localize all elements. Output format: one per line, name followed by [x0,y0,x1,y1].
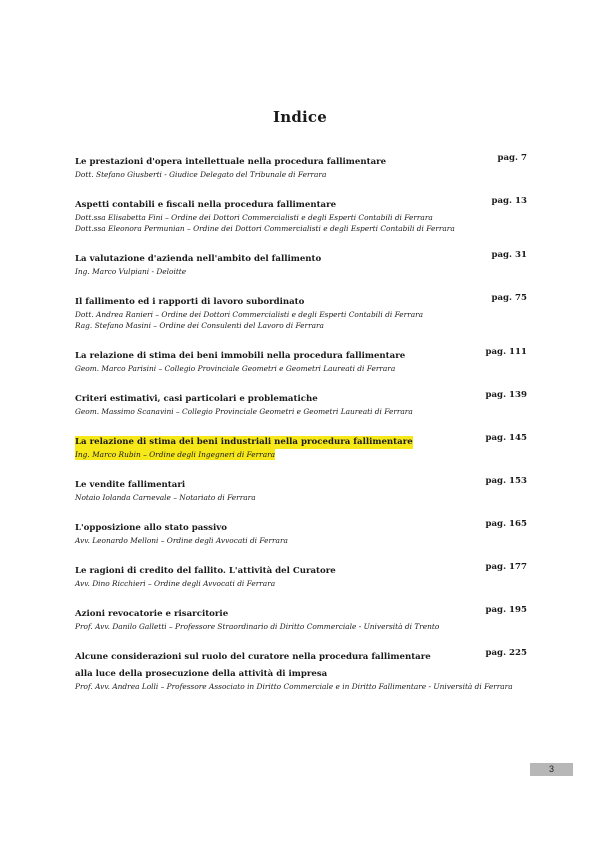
toc-entry [75,647,527,692]
toc-entry-author: Avv. Dino Ricchieri – Ordine degli Avvocati di Ferrara [75,579,276,588]
toc-entry-page: pag. 165 [485,519,527,529]
toc-entry [75,561,527,589]
toc-entry [75,604,527,632]
toc-entry [75,518,527,546]
toc-entry-author: Geom. Massimo Scanavini – Collegio Provinciale Geometri e Geometri Laureati di Ferrara [75,407,413,416]
toc-entry-title: Alcune considerazioni sul ruolo del curatore nella procedura fallimentare [75,652,431,662]
toc-entry-page: pag. 139 [485,390,527,400]
toc-entry-author: Prof. Avv. Danilo Galletti – Professore Straordinario di Diritto Commerciale - Università di Trento [75,622,440,631]
toc-entry [75,152,527,180]
toc-entry-page: pag. 111 [485,347,527,357]
toc-entry-page: pag. 225 [485,648,527,658]
toc-entry [75,475,527,503]
toc-entry-page: pag. 145 [485,433,527,443]
toc-entry-author: Dott. Stefano Giusberti - Giudice Delegato del Tribunale di Ferrara [75,170,327,179]
page-title: Indice [273,108,327,126]
toc-entry-author: Ing. Marco Rubin – Ordine degli Ingegneri di Ferrara [75,450,276,459]
toc-entry-page: pag. 195 [485,605,527,615]
page-number: 3 [530,763,573,776]
toc-entry-title: La relazione di stima dei beni industriali nella procedura fallimentare [75,437,413,447]
toc-entry-author: Prof. Avv. Andrea Lolli – Professore Associato in Diritto Commerciale e in Diritto Fallimentare - Università di Ferrara [75,682,513,691]
toc-entry [75,195,527,234]
toc-entry-author: Notaio Iolanda Carnevale – Notariato di Ferrara [75,493,256,502]
toc-entry-author: Ing. Marco Vulpiani - Deloitte [75,267,187,276]
toc-entry-title: La relazione di stima dei beni immobili nella procedura fallimentare [75,351,406,361]
toc-entry-author: Avv. Leonardo Melloni – Ordine degli Avvocati di Ferrara [75,536,288,545]
toc-entry-author: Dott.ssa Elisabetta Fini – Ordine dei Dottori Commercialisti e degli Esperti Contabili di Ferrara [75,213,433,222]
toc-entry-author: Rag. Stefano Masini – Ordine dei Consulenti del Lavoro di Ferrara [75,321,324,330]
toc-entry-title: Azioni revocatorie e risarcitorie [75,609,229,619]
toc-entry-page: pag. 31 [491,250,527,260]
toc-entry-title: L'opposizione allo stato passivo [75,523,227,533]
toc-entry-highlighted [75,432,527,460]
toc-entry-title: Aspetti contabili e fiscali nella procedura fallimentare [75,200,337,210]
toc-entry-title: Il fallimento ed i rapporti di lavoro subordinato [75,297,305,307]
toc-entry [75,389,527,417]
toc-entry [75,249,527,277]
toc-entry-page: pag. 177 [485,562,527,572]
toc-entry-author: Geom. Marco Parisini – Collegio Provinciale Geometri e Geometri Laureati di Ferrara [75,364,396,373]
toc-entry-page: pag. 7 [497,153,527,163]
toc-entry-page: pag. 153 [485,476,527,486]
toc-entry-title: Le ragioni di credito del fallito. L'attività del Curatore [75,566,336,576]
toc-entry-title-continued: alla luce della prosecuzione della attività di impresa [75,669,328,679]
table-of-contents [75,152,527,707]
toc-entry [75,292,527,331]
toc-entry-page: pag. 13 [491,196,527,206]
toc-entry [75,346,527,374]
toc-entry-title: Le vendite fallimentari [75,480,186,490]
toc-entry-page: pag. 75 [491,293,527,303]
toc-entry-title: Le prestazioni d'opera intellettuale nella procedura fallimentare [75,157,387,167]
toc-entry-title: La valutazione d'azienda nell'ambito del fallimento [75,254,322,264]
toc-entry-author: Dott. Andrea Ranieri – Ordine dei Dottori Commercialisti e degli Esperti Contabili di Ferrara [75,310,424,319]
toc-entry-author: Dott.ssa Eleonora Permunian – Ordine dei Dottori Commercialisti e degli Esperti Contabili di Ferrara [75,224,455,233]
toc-entry-title: Criteri estimativi, casi particolari e problematiche [75,394,318,404]
